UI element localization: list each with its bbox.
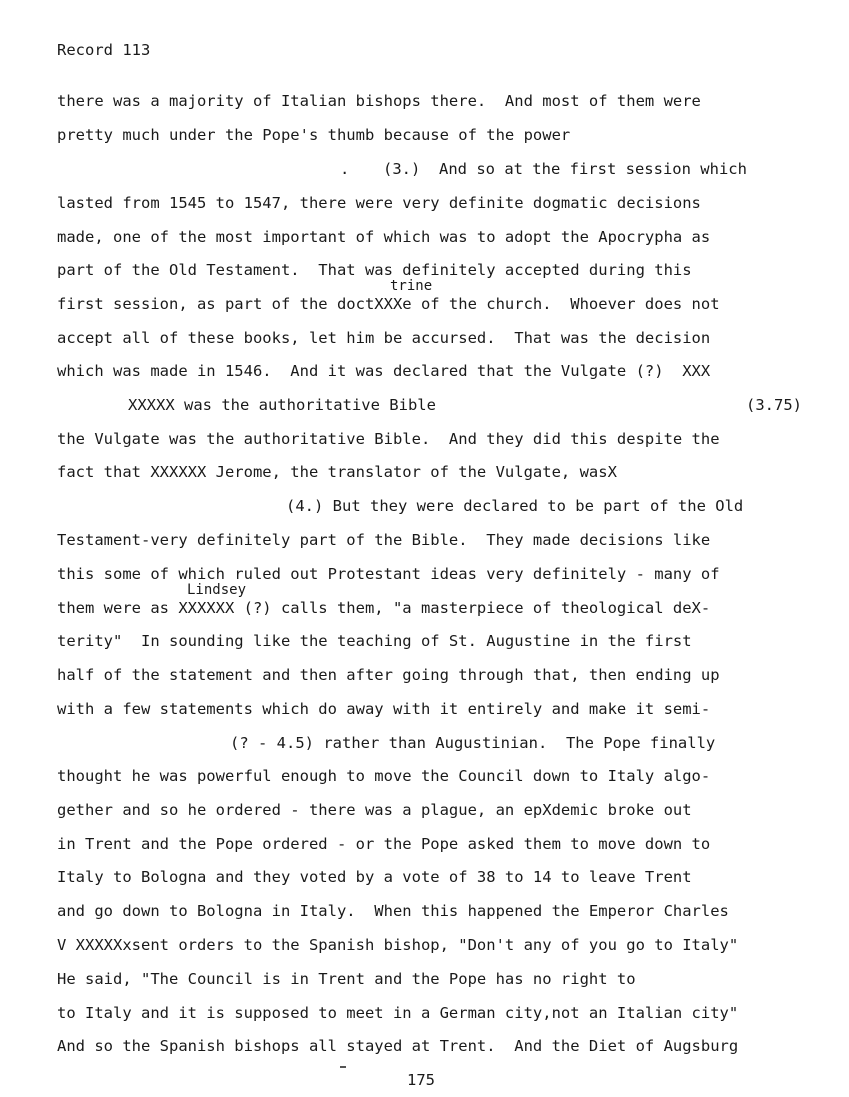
text-line: Testament-very definitely part of the Bible. They made decisions like <box>57 531 711 549</box>
text-line: accept all of these books, let him be accursed. That was the decision <box>57 329 711 347</box>
text-line: (3.) And so at the first session which <box>383 160 747 178</box>
text-line: Italy to Bologna and they voted by a vote of 38 to 14 to leave Trent <box>57 868 692 886</box>
text-line: and go down to Bologna in Italy. When this happened the Emperor Charles <box>57 902 729 920</box>
text-line: to Italy and it is supposed to meet in a German city,not an Italian city" <box>57 1004 739 1022</box>
text-line: part of the Old Testament. That was definitely accepted during this <box>57 261 692 279</box>
text-line: XXXXX was the authoritative Bible <box>128 396 436 414</box>
stray-mark: . <box>340 160 350 178</box>
text-line: made, one of the most important of which was to adopt the Apocrypha as <box>57 228 711 246</box>
text-line: this some of which ruled out Protestant ideas very definitely - many of <box>57 565 720 583</box>
interlinear-insertion: trine <box>390 278 433 294</box>
text-line: (? - 4.5) rather than Augustinian. The Pope finally <box>230 734 716 752</box>
text-line: (4.) But they were declared to be part of the Old <box>286 497 744 515</box>
reference-number: (3.75) <box>746 396 802 414</box>
text-line: gether and so he ordered - there was a plague, an epXdemic broke out <box>57 801 692 819</box>
text-line: terity" In sounding like the teaching of St. Augustine in the first <box>57 632 692 650</box>
text-line: pretty much under the Pope's thumb because of the power <box>57 126 571 144</box>
text-line: them were as XXXXXX (?) calls them, "a masterpiece of theological deX- <box>57 599 711 617</box>
text-line: half of the statement and then after going through that, then ending up <box>57 666 720 684</box>
text-line: first session, as part of the doctXXXe of the church. Whoever does not <box>57 295 720 313</box>
interlinear-insertion: Lindsey <box>187 582 247 598</box>
text-line: lasted from 1545 to 1547, there were very definite dogmatic decisions <box>57 194 701 212</box>
text-line: fact that XXXXXX Jerome, the translator of the Vulgate, wasX <box>57 463 617 481</box>
text-line: with a few statements which do away with it entirely and make it semi- <box>57 700 711 718</box>
text-line: in Trent and the Pope ordered - or the Pope asked them to move down to <box>57 835 711 853</box>
page-number: 175 <box>407 1071 435 1089</box>
text-line: And so the Spanish bishops all stayed at Trent. And the Diet of Augsburg <box>57 1037 739 1055</box>
text-line: which was made in 1546. And it was declared that the Vulgate (?) XXX <box>57 362 711 380</box>
record-header: Record 113 <box>57 41 151 59</box>
margin-mark <box>340 1066 346 1068</box>
text-line: V XXXXXxsent orders to the Spanish bishop, "Don't any of you go to Italy" <box>57 936 739 954</box>
text-line: the Vulgate was the authoritative Bible. And they did this despite the <box>57 430 720 448</box>
text-line: thought he was powerful enough to move the Council down to Italy algo- <box>57 767 711 785</box>
text-line: He said, "The Council is in Trent and the Pope has no right to <box>57 970 636 988</box>
text-line: there was a majority of Italian bishops there. And most of them were <box>57 92 701 110</box>
